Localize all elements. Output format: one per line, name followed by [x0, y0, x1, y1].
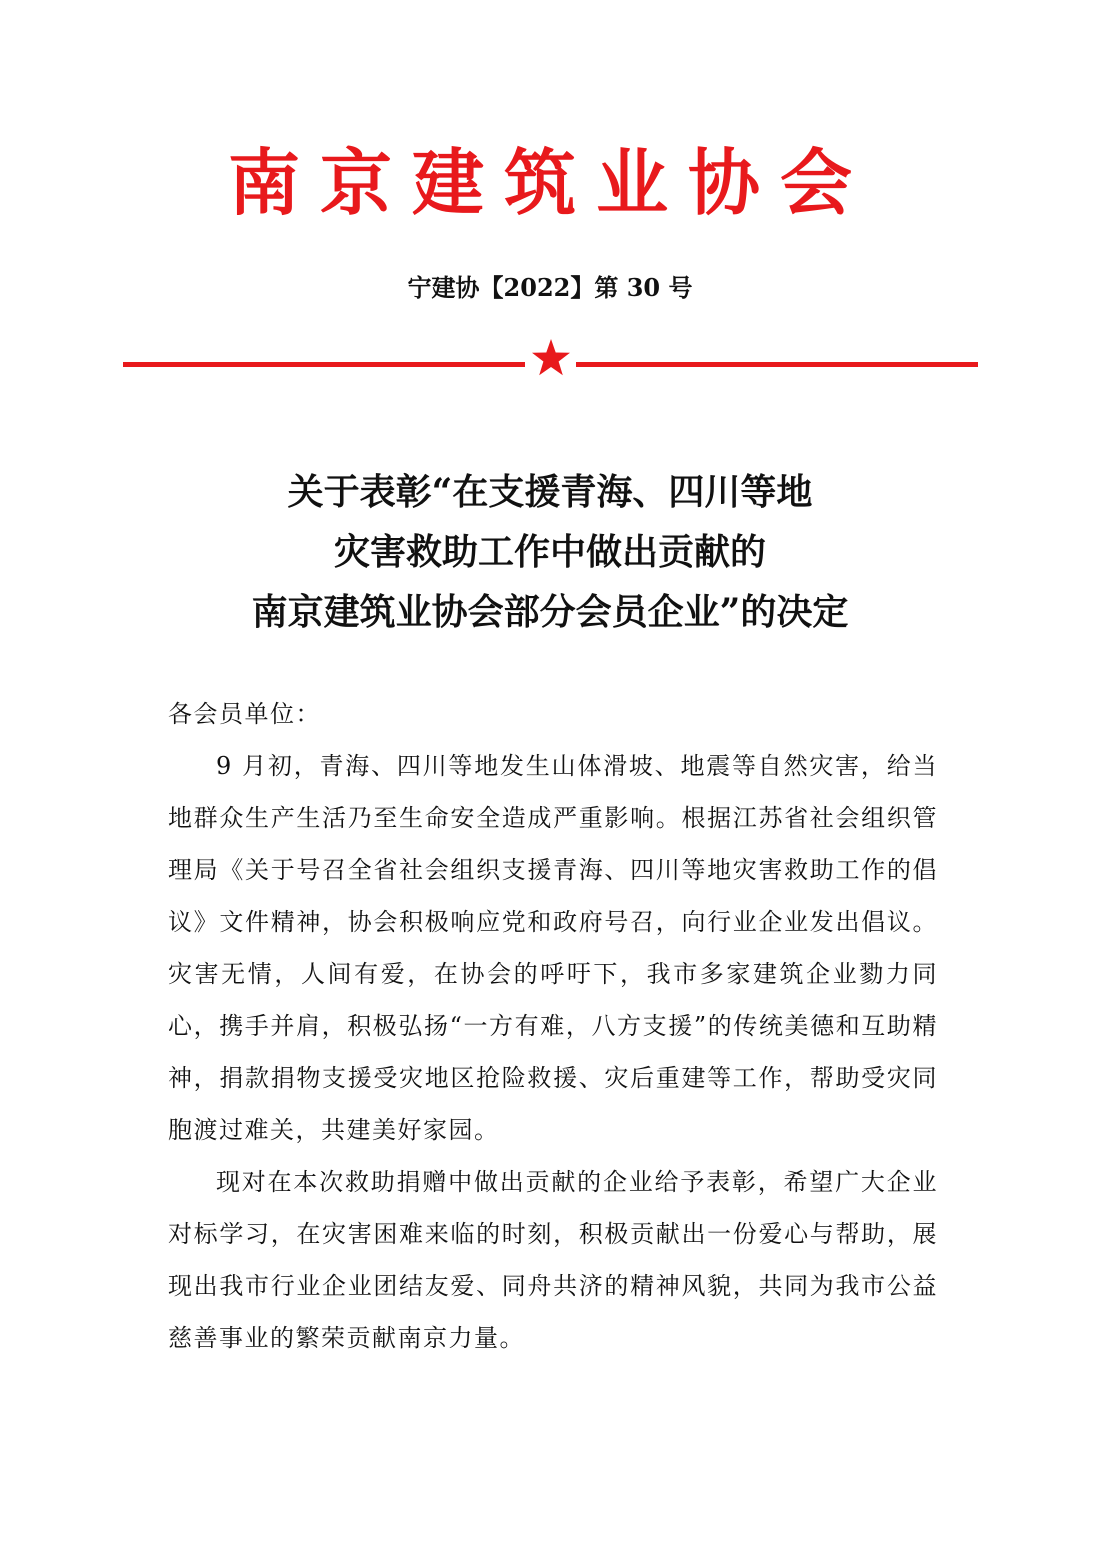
title-line: 南京建筑业协会部分会员企业”的决定: [251, 591, 849, 633]
document-body: [168, 688, 938, 1364]
organization-masthead: 南京建筑业协会: [227, 140, 872, 225]
header-divider: [123, 338, 978, 378]
red-star-icon: [532, 339, 570, 375]
body-paragraph: 9 月初，青海、四川等地发生山体滑坡、地震等自然灾害，给当地群众生产生活乃至生命安全造成严重影响。根据江苏省社会组织管理局《关于号召全省社会组织支援青海、四川等地灾害救助工作的倡议》文件精神，协会积极响应党和政府号召，向行业企业发出倡议。灾害无情，人间有爱，在协会的呼吁下，我市多家建筑企业勠力同心，携手并肩，积极弘扬“一方有难，八方支援”的传统美德和互助精神，捐款捐物支援受灾地区抢险救援、灾后重建等工作，帮助受灾同胞渡过难关，共建美好家园。: [168, 752, 938, 1144]
document-number: 宁建协【2022】第 30 号: [407, 273, 693, 302]
salutation: 各会员单位：: [168, 700, 321, 728]
body-paragraph: 现对在本次救助捐赠中做出贡献的企业给予表彰，希望广大企业对标学习，在灾害困难来临的时刻，积极贡献出一份爱心与帮助，展现出我市行业企业团结友爱、同舟共济的精神风貌，共同为我市公益慈善事业的繁荣贡献南京力量。: [168, 1168, 938, 1352]
divider-line-right: [576, 362, 978, 367]
divider-line-left: [123, 362, 525, 367]
title-line: 灾害救助工作中做出贡献的: [333, 531, 766, 573]
title-line: 关于表彰“在支援青海、四川等地: [287, 471, 813, 513]
document-title: [0, 462, 1100, 642]
